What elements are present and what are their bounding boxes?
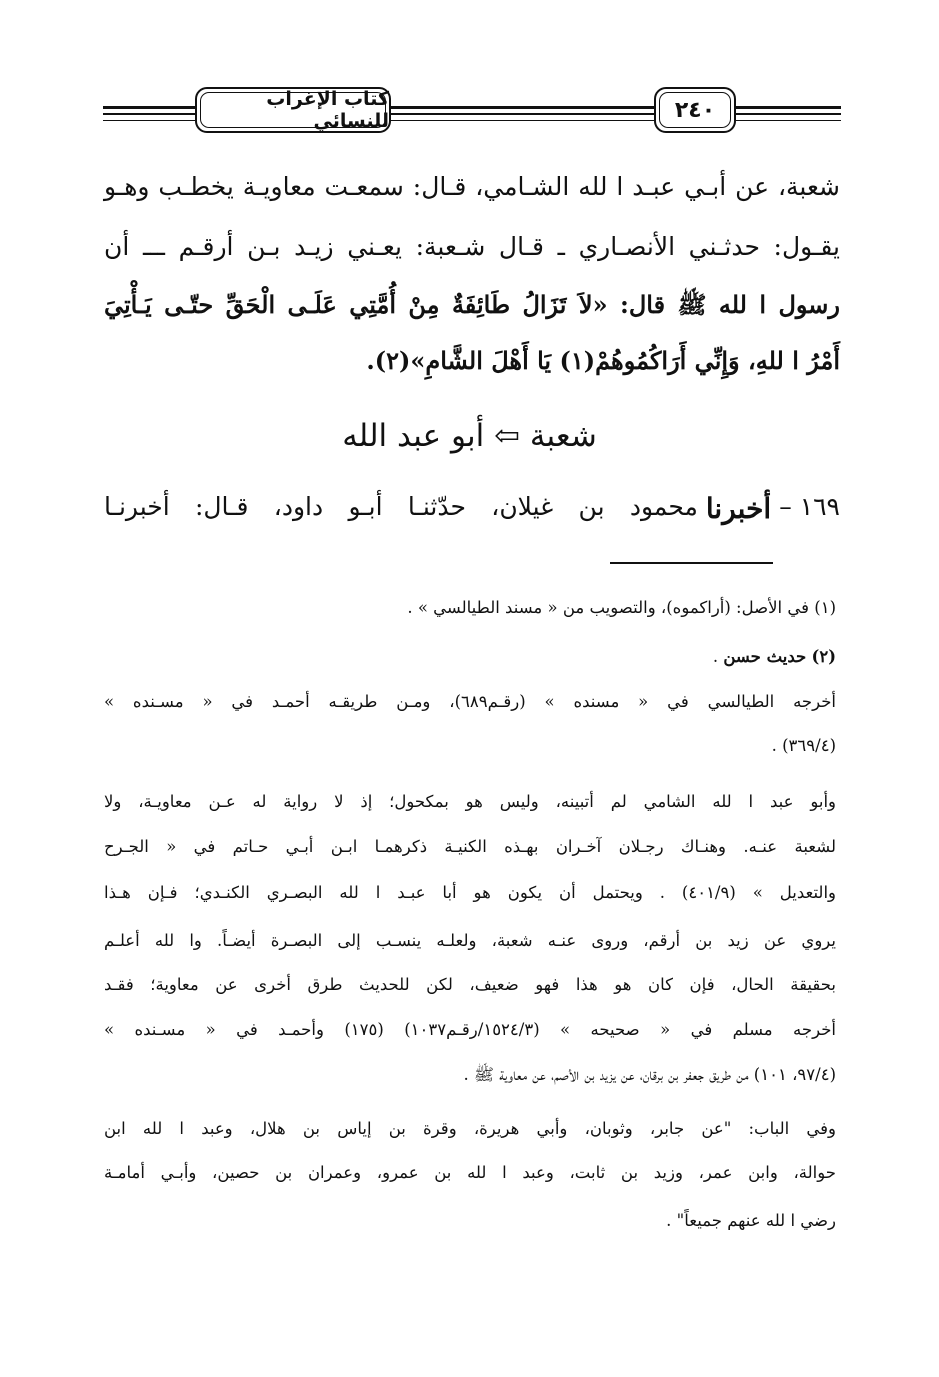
entry-text: محمود بن غيلان، حدّثنـا أبـو داود، قـال: أخبرنـا (104, 492, 698, 521)
footnote-line-7: بحقيقة الحال، فإن كان هو هذا فهو ضعيف، لكن للحديث طرق أخرى عن معاوية؛ فقـد (104, 975, 836, 994)
footnote-2 (104, 647, 836, 666)
footnote-line-6: يروي عن زيد بن أرقم، وروى عنـه شعبة، ولعلـه ينسـب إلى البصـرة أيضـاً. وا لله أعلـم (104, 931, 836, 950)
footnote-2-end: . (712, 647, 719, 666)
footnote-line-5: والتعديل » (٤٠١/٩) . ويحتمل أن يكون هو أبا عبـد ا لله البصـري الكنـدي؛ فـإن هـذا (104, 883, 836, 902)
entry-line (104, 492, 840, 525)
page-number: ٢٤٠ (674, 97, 716, 123)
body-line-3 (104, 290, 840, 325)
footnote-separator (610, 562, 773, 564)
footnote-2-verdict: حديث حسن (723, 647, 807, 666)
section-heading: شعبة ⇦ أبو عبد الله (342, 418, 597, 454)
footnote-line-4: لشعبة عنـه. وهنـاك رجـلان آخـران بهـذه الكنيـة ذكرهمـا ابـن أبـي حـاتم في « الجـرح (104, 837, 836, 856)
book-title: كتاب الإغراب للنسائي (266, 88, 389, 132)
footnote-line-9: (٩٧/٤، ١٠١) من طريق جعفر بن برقان، عن يزيد بن الأصم، عن معاوية ﷺ . (463, 1065, 836, 1084)
body-line-4-text: أَمْرُ ا للهِ، وَإِنِّي أَرَاكُمُوهُمْ(١) يَا أَهْلَ الشَّامِ»(٢). (366, 346, 840, 375)
page-number-box (654, 87, 736, 133)
body-line-1-text: شعبة، عن أبـي عبـد ا لله الشـامي، قـال: سمعـت معاويـة يخطـب وهـو (104, 172, 840, 201)
body-line-4 (104, 346, 840, 375)
entry-dash: – (779, 492, 792, 521)
footnote-line-2: (٣٦٩/٤) . (771, 736, 836, 755)
entry-number: ١٦٩ (799, 492, 840, 521)
footnote-line-3: وأبو عبد ا لله الشامي لم أتبينه، وليس هو بمكحول؛ إذ لا رواية له عـن معاويـة، ولا (104, 792, 836, 811)
footnote-line-1: أخرجه الطيالسي في « مسنده » (رقـم٦٨٩)، ومـن طريقـه أحمـد في « مسـنده » (104, 692, 837, 711)
footnote-2-label: (٢) (811, 647, 836, 666)
footnote-line-10: وفي الباب: "عن جابر، وثوبان، وأبي هريرة، وقرة بن إياس بن هلال، وعبد ا لله ابن (104, 1119, 836, 1138)
body-line-1 (104, 172, 840, 201)
entry-keyword: أخبرنا (705, 492, 772, 525)
footnote-1: (١) في الأصل: (أراكموه)، والتصويب من « مسند الطيالسي » . (407, 598, 836, 617)
footnote-line-8: أخرجه مسلم في « صحيحه » (١٥٢٤/٣/رقـم١٠٣٧) (١٧٥) وأحمـد في « مسـنده » (104, 1020, 836, 1039)
footnote-line-11: حوالة، وابن عمر، وزيد بن ثابت، وعبد ا لله بن عمرو، وعمران بن حصين، وأبـي أمامـة (104, 1163, 836, 1182)
body-line-2 (104, 232, 840, 261)
footnote-line-12: رضي ا لله عنهم جميعاً" . (666, 1211, 836, 1230)
body-line-2-text: يقـول: حدثـني الأنصـاري ـ قـال شـعبة: يعـني زيـد بـن أرقـم ـــ أن (104, 232, 840, 261)
header-title-box (195, 87, 391, 133)
body-line-3-text: رسول ا لله ﷺ قال: «لاَ تَزَالُ طَائِفَةٌ مِنْ أُمَّتِي عَلَـى الْحَقِّ حتّـى يَـأْتِيَ (104, 290, 840, 319)
